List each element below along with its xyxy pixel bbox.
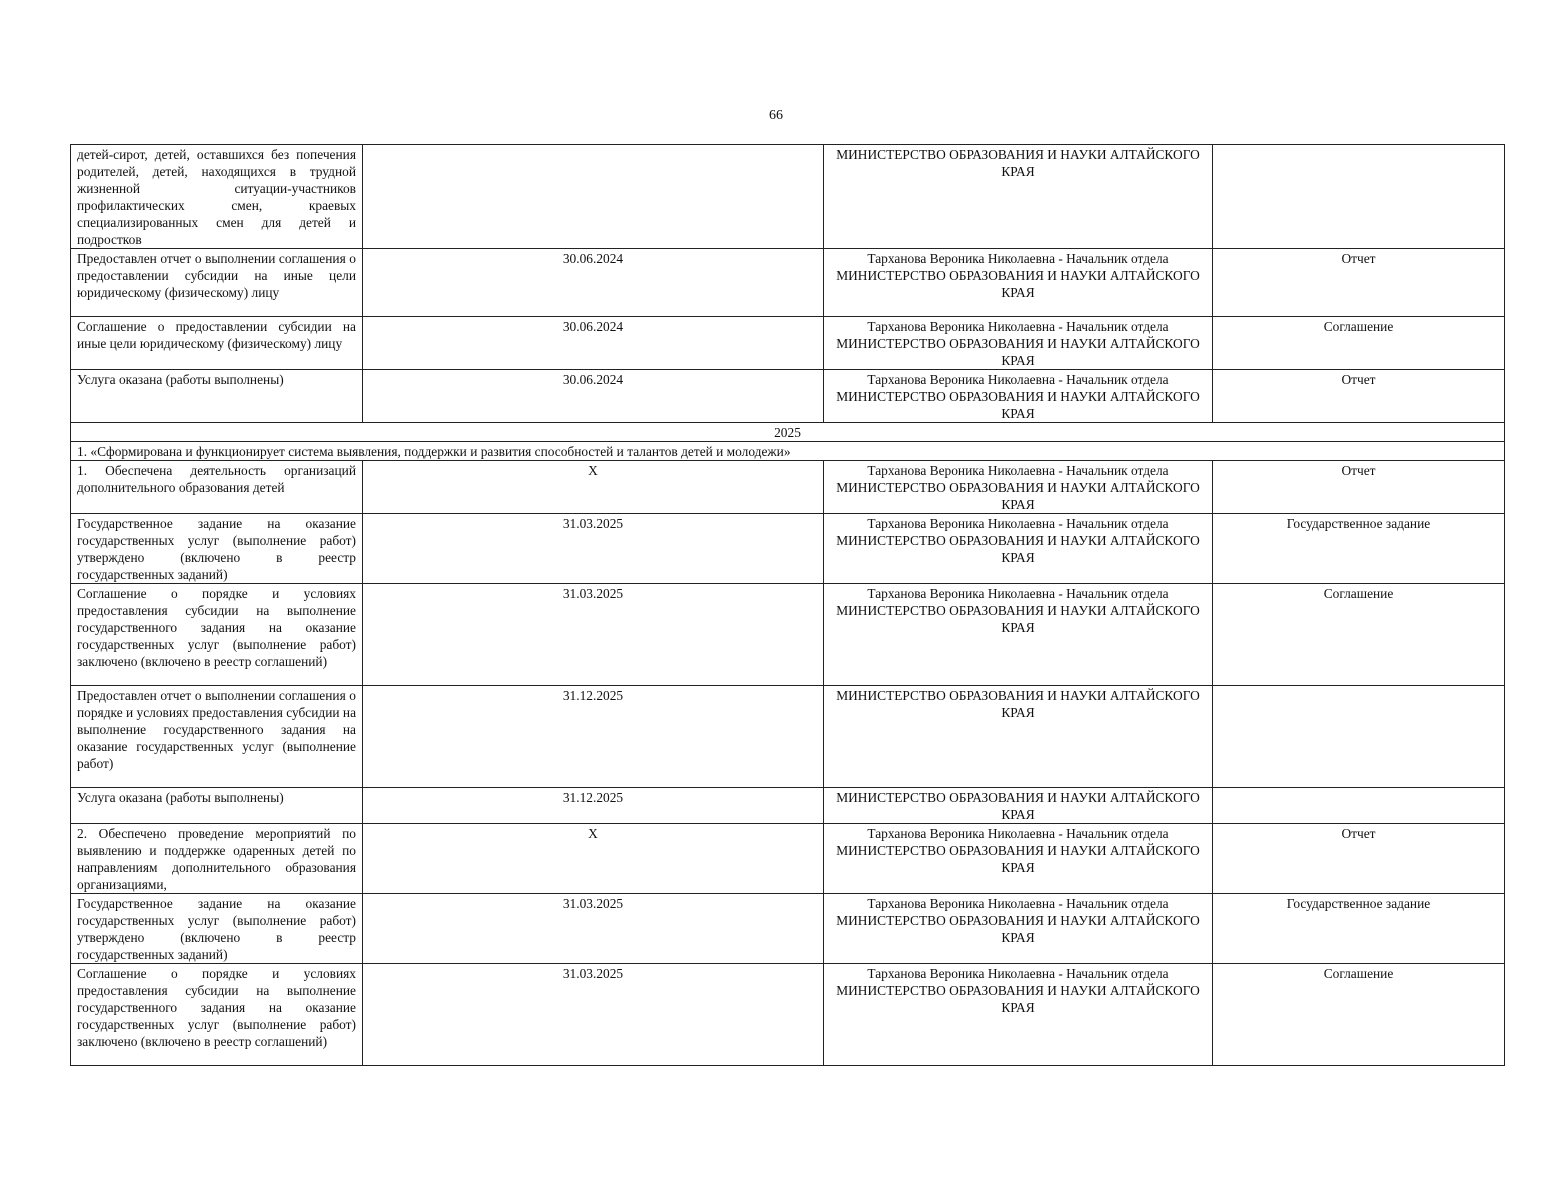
event-name-cell: Соглашение о предоставлении субсидии на иные цели юридическому (физическому) лицу xyxy=(71,317,363,370)
date-cell: 31.12.2025 xyxy=(363,788,824,824)
table-row xyxy=(71,249,1505,317)
responsible-org: МИНИСТЕРСТВО ОБРАЗОВАНИЯ И НАУКИ АЛТАЙСКОГО КРАЯ xyxy=(836,913,1200,945)
document-cell: Отчет xyxy=(1213,370,1505,423)
section-row xyxy=(71,442,1505,461)
responsible-cell xyxy=(824,461,1213,514)
responsible-cell xyxy=(824,788,1213,824)
event-name-cell: Соглашение о порядке и условиях предоставления субсидии на выполнение государственного задания на оказание государственных услуг (выполнение работ) заключено (включено в реестр соглашений) xyxy=(71,964,363,1066)
date-cell: 31.03.2025 xyxy=(363,964,824,1066)
responsible-org: МИНИСТЕРСТВО ОБРАЗОВАНИЯ И НАУКИ АЛТАЙСКОГО КРАЯ xyxy=(836,790,1200,822)
responsible-org: МИНИСТЕРСТВО ОБРАЗОВАНИЯ И НАУКИ АЛТАЙСКОГО КРАЯ xyxy=(836,983,1200,1015)
date-cell: X xyxy=(363,824,824,894)
event-name-cell: Государственное задание на оказание государственных услуг (выполнение работ) утверждено (включено в реестр государственных заданий) xyxy=(71,894,363,964)
document-cell xyxy=(1213,788,1505,824)
responsible-person: Тарханова Вероника Николаевна - Начальник отдела xyxy=(867,319,1169,334)
table-row xyxy=(71,686,1505,788)
date-cell: 30.06.2024 xyxy=(363,370,824,423)
responsible-cell xyxy=(824,824,1213,894)
event-name-cell: 2. Обеспечено проведение мероприятий по выявлению и поддержке одаренных детей по направлениям дополнительного образования организациями, xyxy=(71,824,363,894)
year-row xyxy=(71,423,1505,442)
document-cell: Государственное задание xyxy=(1213,894,1505,964)
responsible-person: Тарханова Вероника Николаевна - Начальник отдела xyxy=(867,896,1169,911)
date-cell xyxy=(363,145,824,249)
table-row xyxy=(71,964,1505,1066)
table-row xyxy=(71,584,1505,686)
responsible-person: Тарханова Вероника Николаевна - Начальник отдела xyxy=(867,372,1169,387)
responsible-cell xyxy=(824,370,1213,423)
responsible-person: Тарханова Вероника Николаевна - Начальник отдела xyxy=(867,463,1169,478)
responsible-org: МИНИСТЕРСТВО ОБРАЗОВАНИЯ И НАУКИ АЛТАЙСКОГО КРАЯ xyxy=(836,336,1200,368)
event-name-cell: Услуга оказана (работы выполнены) xyxy=(71,788,363,824)
responsible-cell xyxy=(824,584,1213,686)
responsible-cell xyxy=(824,964,1213,1066)
event-name-cell: 1. Обеспечена деятельность организаций дополнительного образования детей xyxy=(71,461,363,514)
date-cell: 31.12.2025 xyxy=(363,686,824,788)
date-cell: 31.03.2025 xyxy=(363,584,824,686)
year-heading: 2025 xyxy=(71,423,1505,442)
responsible-person: Тарханова Вероника Николаевна - Начальник отдела xyxy=(867,586,1169,601)
responsible-org: МИНИСТЕРСТВО ОБРАЗОВАНИЯ И НАУКИ АЛТАЙСКОГО КРАЯ xyxy=(836,843,1200,875)
event-name-cell: Услуга оказана (работы выполнены) xyxy=(71,370,363,423)
responsible-org: МИНИСТЕРСТВО ОБРАЗОВАНИЯ И НАУКИ АЛТАЙСКОГО КРАЯ xyxy=(836,480,1200,512)
responsible-cell xyxy=(824,686,1213,788)
responsible-org: МИНИСТЕРСТВО ОБРАЗОВАНИЯ И НАУКИ АЛТАЙСКОГО КРАЯ xyxy=(836,688,1200,720)
date-cell: 31.03.2025 xyxy=(363,894,824,964)
table-row xyxy=(71,370,1505,423)
plan-table xyxy=(70,144,1505,1066)
responsible-person: Тарханова Вероника Николаевна - Начальник отдела xyxy=(867,966,1169,981)
document-cell xyxy=(1213,145,1505,249)
responsible-cell xyxy=(824,894,1213,964)
table-row xyxy=(71,461,1505,514)
date-cell: 30.06.2024 xyxy=(363,317,824,370)
responsible-cell xyxy=(824,145,1213,249)
responsible-org: МИНИСТЕРСТВО ОБРАЗОВАНИЯ И НАУКИ АЛТАЙСКОГО КРАЯ xyxy=(836,389,1200,421)
document-cell: Отчет xyxy=(1213,824,1505,894)
section-heading: 1. «Сформирована и функционирует система выявления, поддержки и развития способностей и талантов детей и молодежи» xyxy=(71,442,1505,461)
table-row xyxy=(71,145,1505,249)
table-row xyxy=(71,514,1505,584)
event-name-cell: Соглашение о порядке и условиях предоставления субсидии на выполнение государственного задания на оказание государственных услуг (выполнение работ) заключено (включено в реестр соглашений) xyxy=(71,584,363,686)
responsible-org: МИНИСТЕРСТВО ОБРАЗОВАНИЯ И НАУКИ АЛТАЙСКОГО КРАЯ xyxy=(836,533,1200,565)
table-row xyxy=(71,317,1505,370)
document-cell: Государственное задание xyxy=(1213,514,1505,584)
event-name-cell: детей-сирот, детей, оставшихся без попечения родителей, детей, находящихся в трудной жизненной ситуации-участников профилактических смен, краевых специализированных смен для детей и подростков xyxy=(71,145,363,249)
date-cell: X xyxy=(363,461,824,514)
responsible-org: МИНИСТЕРСТВО ОБРАЗОВАНИЯ И НАУКИ АЛТАЙСКОГО КРАЯ xyxy=(836,268,1200,300)
responsible-person: Тарханова Вероника Николаевна - Начальник отдела xyxy=(867,251,1169,266)
responsible-cell xyxy=(824,249,1213,317)
responsible-cell xyxy=(824,317,1213,370)
event-name-cell: Предоставлен отчет о выполнении соглашения о предоставлении субсидии на иные цели юридическому (физическому) лицу xyxy=(71,249,363,317)
responsible-person: Тарханова Вероника Николаевна - Начальник отдела xyxy=(867,516,1169,531)
responsible-cell xyxy=(824,514,1213,584)
document-cell: Отчет xyxy=(1213,249,1505,317)
document-cell: Соглашение xyxy=(1213,317,1505,370)
responsible-org: МИНИСТЕРСТВО ОБРАЗОВАНИЯ И НАУКИ АЛТАЙСКОГО КРАЯ xyxy=(836,603,1200,635)
date-cell: 31.03.2025 xyxy=(363,514,824,584)
responsible-org: МИНИСТЕРСТВО ОБРАЗОВАНИЯ И НАУКИ АЛТАЙСКОГО КРАЯ xyxy=(836,147,1200,179)
page-number: 66 xyxy=(769,108,783,123)
document-cell: Соглашение xyxy=(1213,964,1505,1066)
table-row xyxy=(71,894,1505,964)
event-name-cell: Предоставлен отчет о выполнении соглашения о порядке и условиях предоставления субсидии на выполнение государственного задания на оказание государственных услуг (выполнение работ) xyxy=(71,686,363,788)
table-row xyxy=(71,788,1505,824)
table-row xyxy=(71,824,1505,894)
document-cell: Соглашение xyxy=(1213,584,1505,686)
document-cell xyxy=(1213,686,1505,788)
date-cell: 30.06.2024 xyxy=(363,249,824,317)
event-name-cell: Государственное задание на оказание государственных услуг (выполнение работ) утверждено (включено в реестр государственных заданий) xyxy=(71,514,363,584)
responsible-person: Тарханова Вероника Николаевна - Начальник отдела xyxy=(867,826,1169,841)
document-cell: Отчет xyxy=(1213,461,1505,514)
